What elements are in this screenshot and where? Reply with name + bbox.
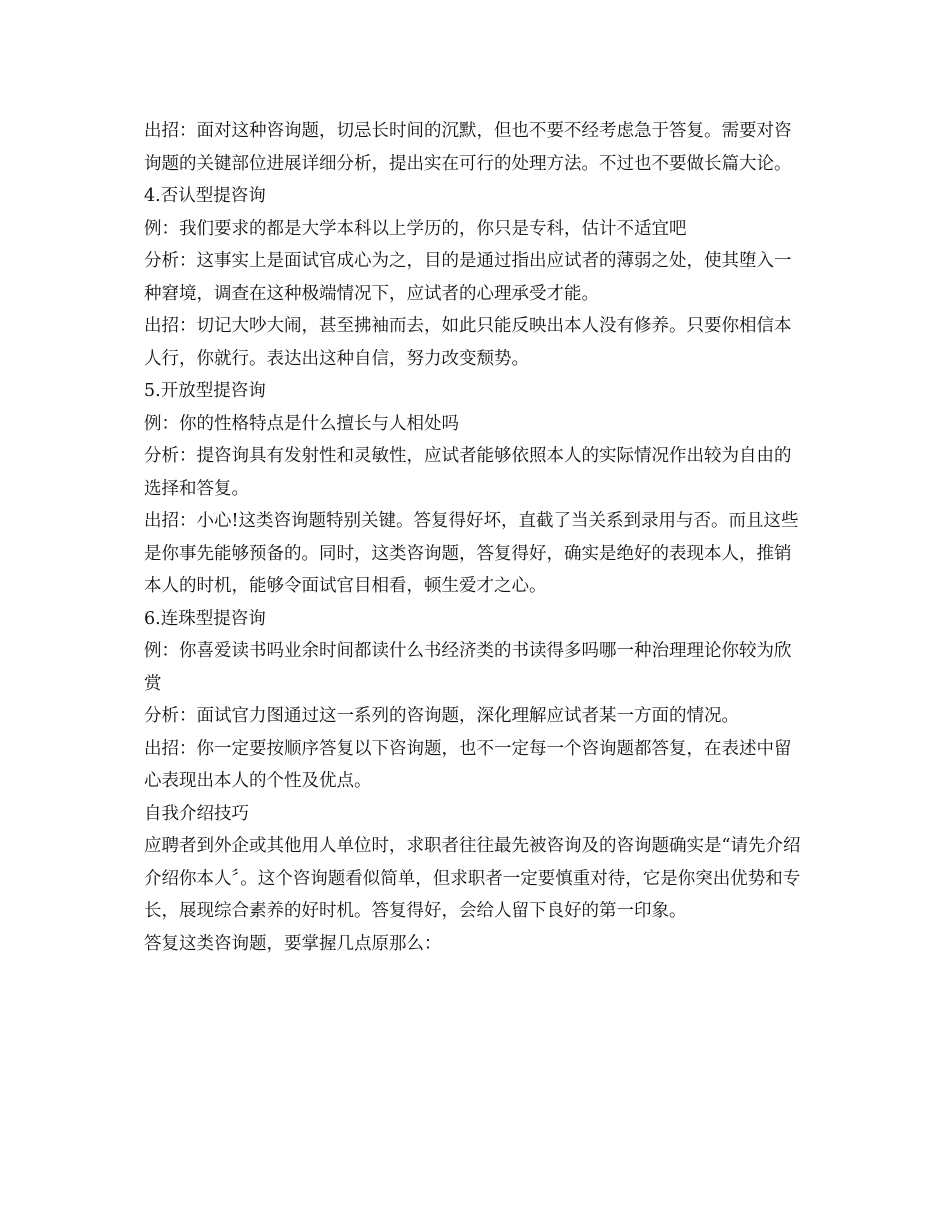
- paragraph-tip-response: 出招：切记大吵大闹，甚至拂袖而去，如此只能反映出本人没有修养。只要你相信本人行，你就行。表达出这种自信，努力改变颓势。: [144, 316, 792, 369]
- paragraph-example: 例：你喜爱读书吗业余时间都读什么书经济类的书读得多吗哪一种治理理论你较为欣赏: [144, 641, 792, 694]
- paragraph-principles: 答复这类咨询题，要掌握几点原那么：: [144, 933, 442, 954]
- paragraph-tip-response: 出招：你一定要按顺序答复以下咨询题，也不一定每一个咨询题都答复，在表述中留心表现出本人的个性及优点。: [144, 738, 792, 791]
- paragraph-example: 例：我们要求的都是大学本科以上学历的，你只是专科，估计不适宜吧: [144, 218, 687, 239]
- paragraph-example: 例：你的性格特点是什么擅长与人相处吗: [144, 413, 459, 434]
- document-body: [144, 115, 806, 960]
- paragraph-self-introduction: 应聘者到外企或其他用人单位时，求职者往往最先被咨询及的咨询题确实是“请先介绍介绍你本人〞。这个咨询题看似简单，但求职者一定要慎重对待，它是你突出优势和专长，展现综合素养的好时机。答复得好，会给人留下良好的第一印象。: [144, 836, 801, 921]
- heading-open-question: 5.开放型提咨询: [144, 381, 266, 401]
- paragraph-analysis: 分析：面试官力图通过这一系列的咨询题，深化理解应试者某一方面的情况。: [144, 706, 739, 726]
- heading-denial-question: 4.否认型提咨询: [144, 186, 266, 206]
- paragraph-analysis: 分析：这事实上是面试官成心为之，目的是通过指出应试者的薄弱之处，使其堕入一种窘境，调查在这种极端情况下，应试者的心理承受才能。: [144, 251, 792, 304]
- paragraph-analysis: 分析：提咨询具有发射性和灵敏性，应试者能够依照本人的实际情况作出较为自由的选择和答复。: [144, 446, 792, 499]
- heading-self-introduction: 自我介绍技巧: [144, 803, 249, 824]
- paragraph-tip-response: 出招：面对这种咨询题，切忌长时间的沉默，但也不要不经考虑急于答复。需要对咨询题的关键部位进展详细分析，提出实在可行的处理方法。不过也不要做长篇大论。: [144, 121, 792, 174]
- heading-chain-question: 6.连珠型提咨询: [144, 608, 266, 629]
- paragraph-tip-response: 出招：小心!这类咨询题特别关键。答复得好坏，直截了当关系到录用与否。而且这些是你事先能够预备的。同时，这类咨询题，答复得好，确实是绝好的表现本人，推销本人的时机，能够令面试官目相看，顿生爱才之心。: [144, 511, 799, 596]
